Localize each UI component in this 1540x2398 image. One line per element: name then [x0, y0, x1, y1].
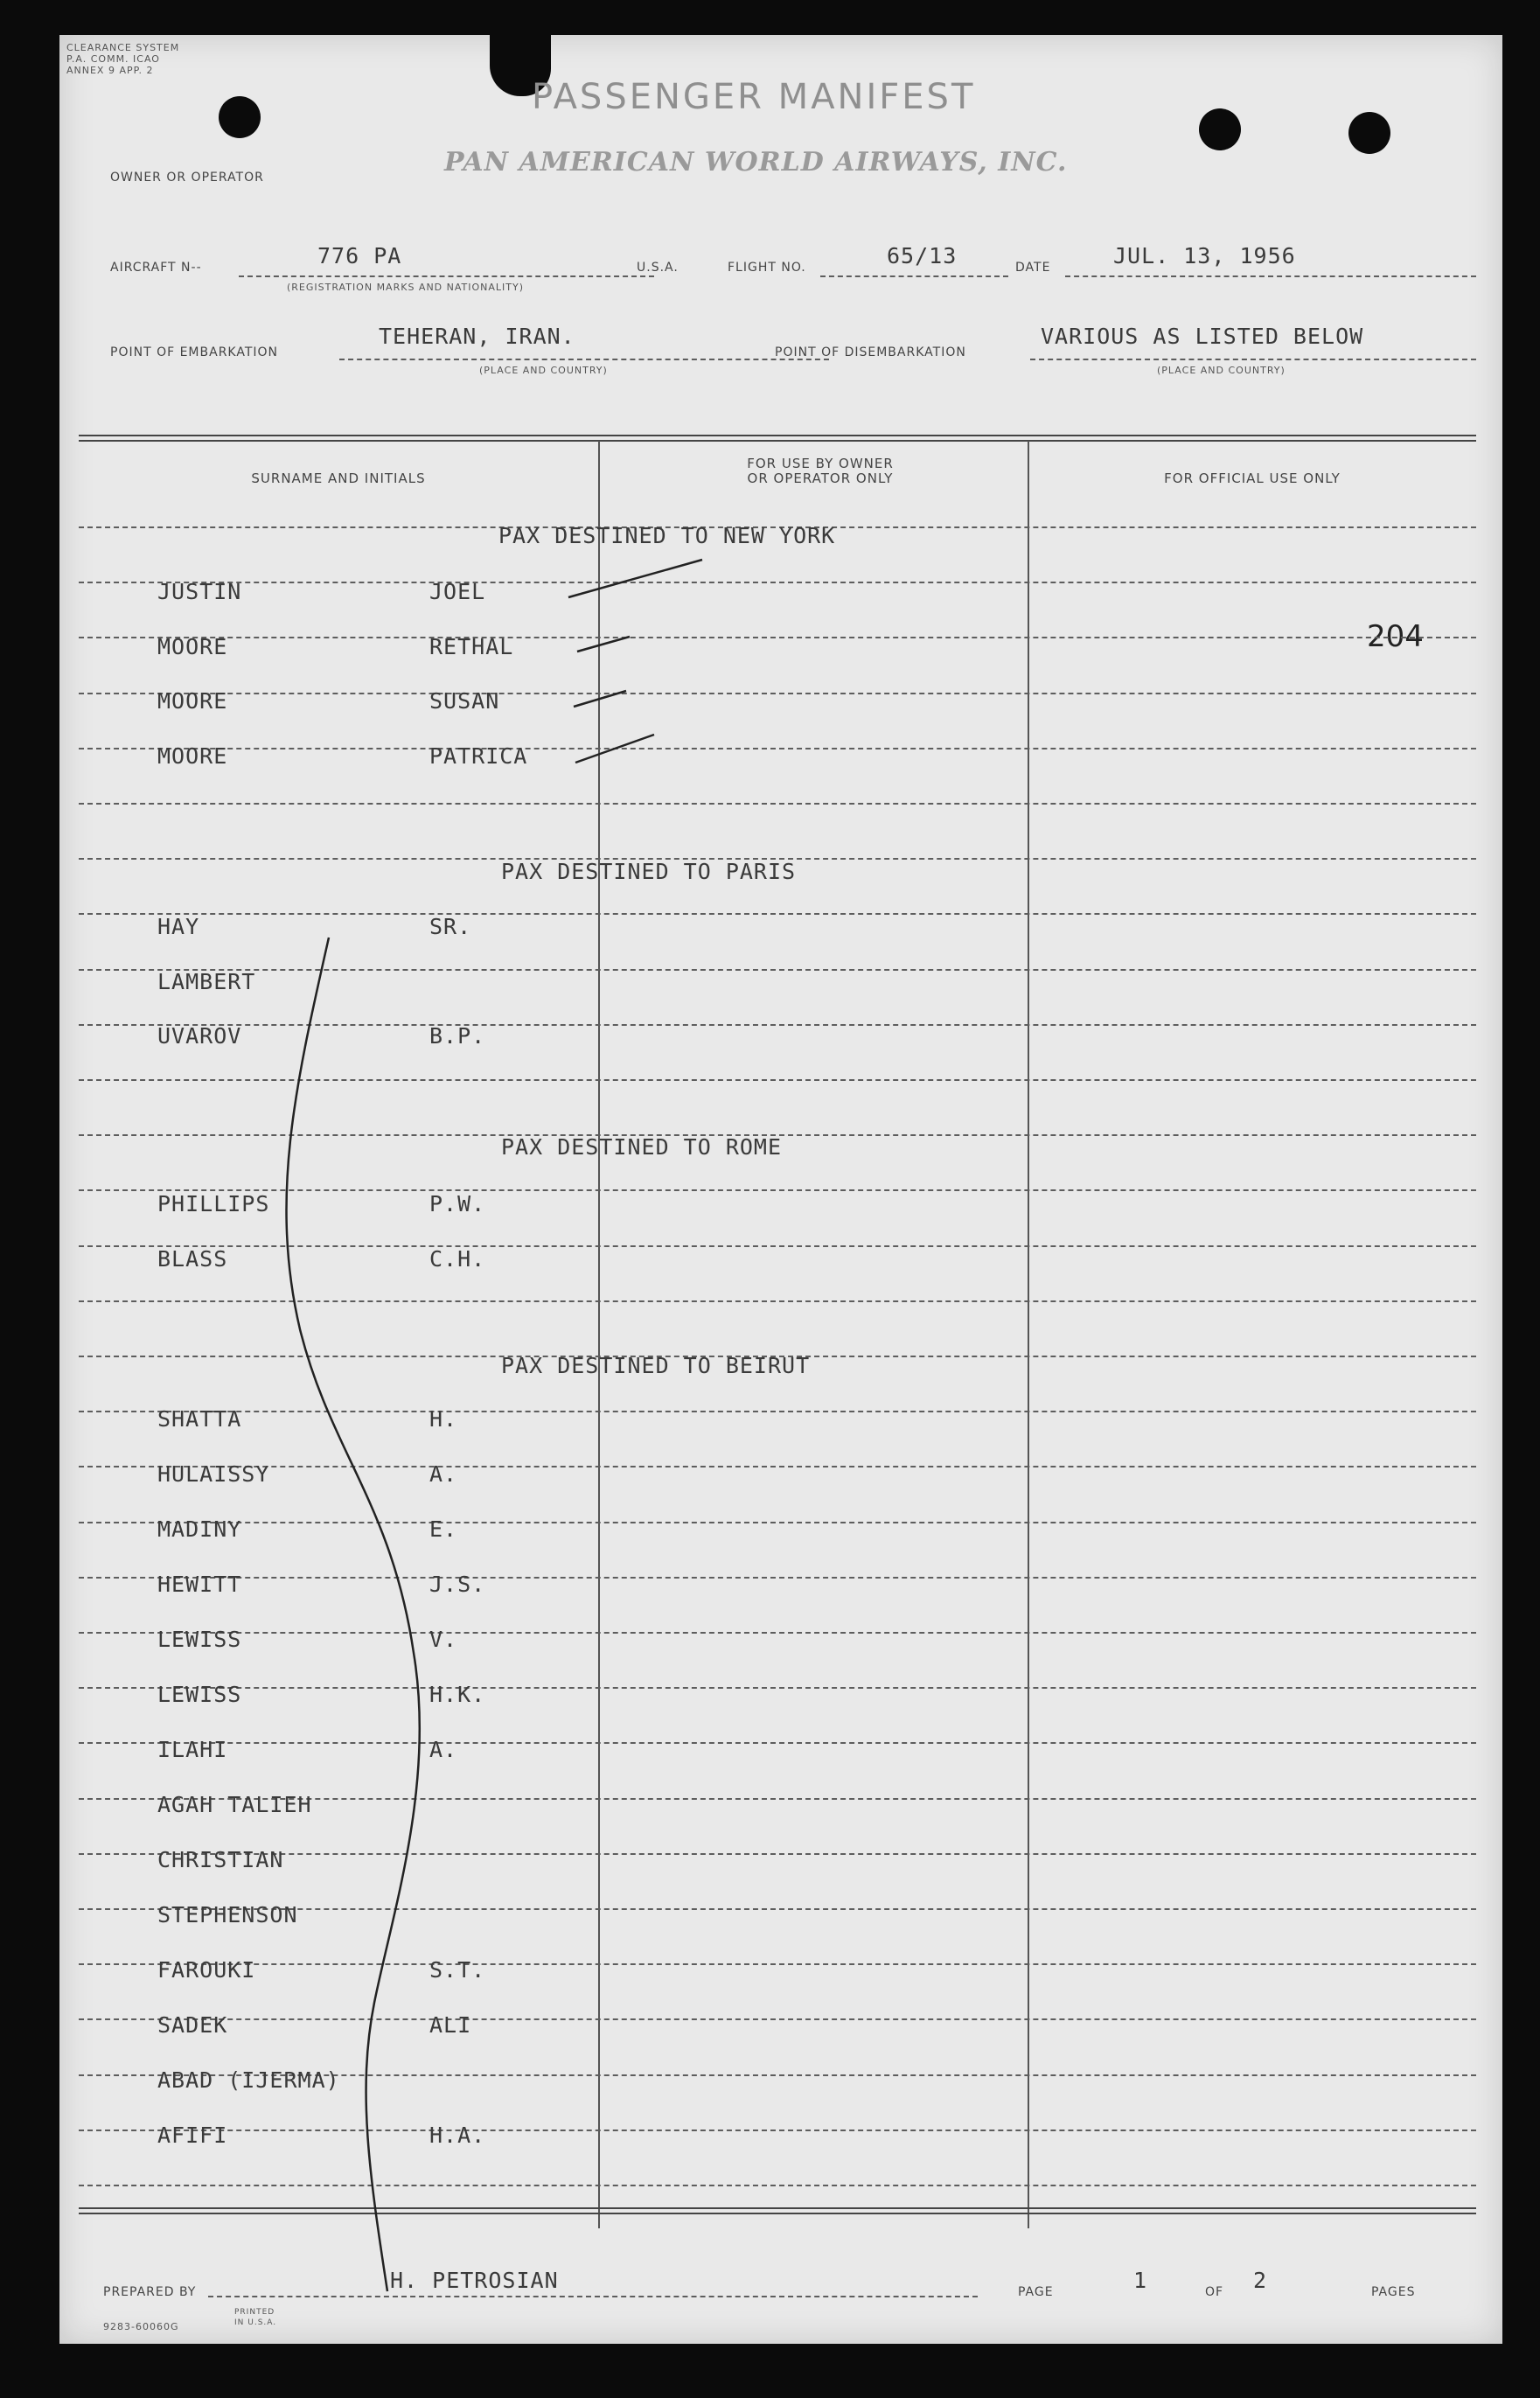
prepared-value: H. PETROSIAN: [390, 2268, 559, 2293]
group-heading-paris: PAX DESTINED TO PARIS: [501, 859, 797, 884]
disembarkation-value: VARIOUS AS LISTED BELOW: [1041, 324, 1364, 349]
date-value: JUL. 13, 1956: [1113, 243, 1296, 268]
column-header-surname: SURNAME AND INITIALS: [251, 471, 426, 486]
form-number: 9283-60060G: [103, 2321, 179, 2332]
owner-label: OWNER OR OPERATOR: [110, 171, 264, 185]
passenger-surname: FAROUKI: [157, 1957, 256, 1983]
passenger-initials: J.S.: [429, 1572, 486, 1597]
pages-label: PAGES: [1371, 2285, 1416, 2299]
embarkation-value: TEHERAN, IRAN.: [379, 324, 575, 349]
passenger-initials: H.A.: [429, 2123, 486, 2148]
passenger-surname: HAY: [157, 914, 200, 939]
passenger-surname: AFIFI: [157, 2123, 228, 2148]
passenger-surname: STEPHENSON: [157, 1902, 298, 1927]
passenger-surname: MADINY: [157, 1516, 242, 1542]
passenger-surname: PHILLIPS: [157, 1191, 270, 1216]
passenger-surname: HEWITT: [157, 1572, 242, 1597]
form-id: CLEARANCE SYSTEM P.A. COMM. ICAO ANNEX 9 APP. 2: [66, 42, 180, 76]
passenger-surname: MOORE: [157, 743, 228, 769]
passenger-surname: LEWISS: [157, 1682, 242, 1707]
handwritten-number: 204: [1367, 619, 1424, 654]
passenger-surname: UVAROV: [157, 1023, 242, 1049]
passenger-initials: E.: [429, 1516, 458, 1542]
disembarkation-sub: (PLACE AND COUNTRY): [1157, 365, 1286, 376]
date-label: DATE: [1015, 261, 1051, 275]
aircraft-sub: (REGISTRATION MARKS AND NATIONALITY): [287, 282, 525, 293]
passenger-initials: RETHAL: [429, 634, 514, 659]
passenger-initials: A.: [429, 1737, 458, 1762]
usa-label: U.S.A.: [637, 261, 679, 275]
flight-value: 65/13: [887, 243, 958, 268]
passenger-initials: C.H.: [429, 1246, 486, 1272]
passenger-surname: SADEK: [157, 2012, 228, 2038]
column-header-owner-use: FOR USE BY OWNER OR OPERATOR ONLY: [747, 456, 894, 486]
passenger-initials: V.: [429, 1627, 458, 1652]
of-value: 2: [1253, 2268, 1268, 2293]
aircraft-value: 776 PA: [317, 243, 402, 268]
passenger-surname: CHRISTIAN: [157, 1847, 284, 1872]
of-label: OF: [1205, 2285, 1224, 2299]
column-header-official: FOR OFFICIAL USE ONLY: [1164, 471, 1341, 486]
passenger-surname: SHATTA: [157, 1406, 242, 1432]
passenger-surname: AGAH TALIEH: [157, 1792, 312, 1817]
group-heading-beirut: PAX DESTINED TO BEIRUT: [501, 1353, 811, 1378]
disembarkation-label: POINT OF DISEMBARKATION: [775, 345, 966, 359]
passenger-surname: MOORE: [157, 634, 228, 659]
passenger-initials: P.W.: [429, 1191, 486, 1216]
passenger-initials: H.: [429, 1406, 458, 1432]
embarkation-sub: (PLACE AND COUNTRY): [479, 365, 608, 376]
passenger-initials: SR.: [429, 914, 472, 939]
passenger-initials: ALI: [429, 2012, 472, 2038]
passenger-surname: JUSTIN: [157, 579, 242, 604]
flight-label: FLIGHT NO.: [728, 261, 806, 275]
prepared-label: PREPARED BY: [103, 2285, 197, 2299]
passenger-initials: S.T.: [429, 1957, 486, 1983]
passenger-surname: ILAHI: [157, 1737, 228, 1762]
passenger-surname: LAMBERT: [157, 969, 256, 994]
page-title: PASSENGER MANIFEST: [532, 77, 976, 117]
passenger-initials: SUSAN: [429, 688, 500, 714]
passenger-surname: LEWISS: [157, 1627, 242, 1652]
passenger-surname: ABAD (IJERMA): [157, 2067, 340, 2093]
page-value: 1: [1133, 2268, 1148, 2293]
aircraft-label: AIRCRAFT N--: [110, 261, 202, 275]
group-heading-rome: PAX DESTINED TO ROME: [501, 1134, 783, 1160]
manifest-page: [59, 35, 1502, 2344]
passenger-initials: PATRICA: [429, 743, 528, 769]
page-label: PAGE: [1018, 2285, 1054, 2299]
passenger-initials: A.: [429, 1461, 458, 1487]
passenger-initials: H.K.: [429, 1682, 486, 1707]
company-name: PAN AMERICAN WORLD AIRWAYS, INC.: [444, 147, 1068, 178]
passenger-surname: MOORE: [157, 688, 228, 714]
handwritten-marks: [59, 35, 1502, 2344]
passenger-surname: BLASS: [157, 1246, 228, 1272]
group-heading-newyork: PAX DESTINED TO NEW YORK: [498, 523, 836, 548]
passenger-initials: B.P.: [429, 1023, 486, 1049]
embarkation-label: POINT OF EMBARKATION: [110, 345, 279, 359]
printed-mark: PRINTED IN U.S.A.: [234, 2308, 277, 2327]
passenger-initials: JOEL: [429, 579, 486, 604]
passenger-surname: HULAISSY: [157, 1461, 270, 1487]
